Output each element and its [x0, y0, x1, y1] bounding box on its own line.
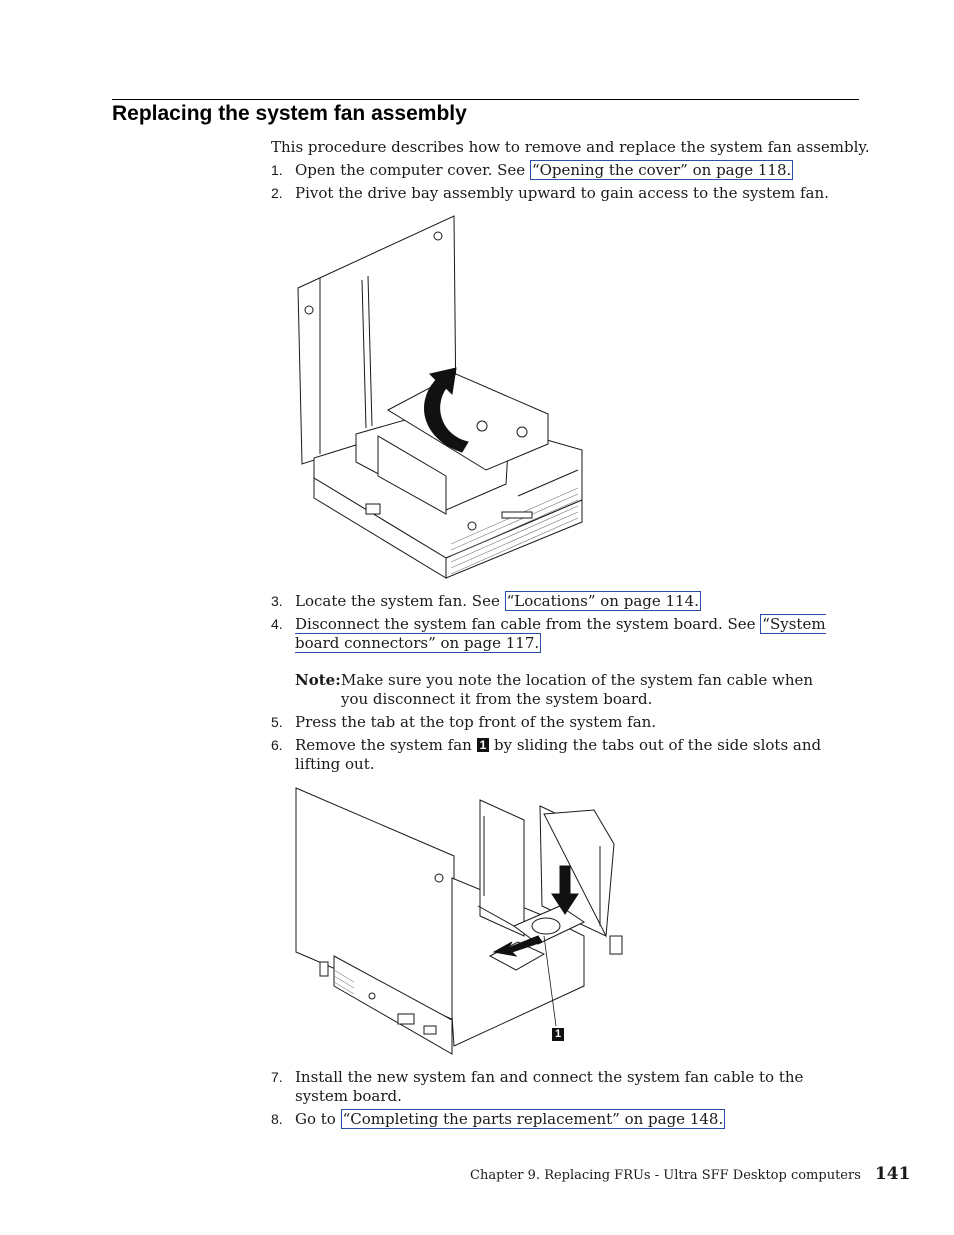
intro-paragraph: This procedure describes how to remove and replace the system fan assembly. [271, 138, 870, 156]
section-rule [112, 99, 859, 100]
step-number: 2. [271, 185, 283, 201]
note-block [295, 671, 835, 709]
step-number: 8. [271, 1111, 283, 1127]
page-footer [470, 1164, 911, 1184]
step-1: 1. Open the computer cover. See “Opening the cover” on page 118. [271, 161, 792, 179]
step-number: 1. [271, 162, 283, 178]
step-2: 2. Pivot the drive bay assembly upward to gain access to the system fan. [271, 184, 829, 202]
step-number: 4. [271, 616, 283, 632]
drive-bay-pivot-illustration [296, 214, 586, 580]
system-fan-removal-illustration [294, 786, 630, 1056]
figure-callout-1: 1 [552, 1028, 564, 1041]
note-label: Note: [295, 671, 341, 689]
section-title: Replacing the system fan assembly [112, 102, 467, 125]
step-6: 6. Remove the system fan 1 by sliding the tabs out of the side slots and lifting out. [271, 736, 822, 773]
xref-locations-link[interactable]: “Locations” on page 114. [506, 592, 699, 610]
step-7: 7. Install the new system fan and connect the system fan cable to the system board. [271, 1068, 804, 1105]
step-4: 4. Disconnect the system fan cable from the system board. See “System board connectors” on page 117. [271, 615, 826, 652]
footer-chapter: Chapter 9. Replacing FRUs - Ultra SFF Desktop computers [470, 1168, 861, 1183]
callout-badge: 1 [477, 738, 490, 752]
step-3: 3. Locate the system fan. See “Locations” on page 114. [271, 592, 699, 610]
step-5: 5. Press the tab at the top front of the system fan. [271, 713, 657, 731]
page-number: 141 [874, 1164, 911, 1184]
xref-opening-cover-link[interactable]: “Opening the cover” on page 118. [531, 161, 792, 179]
step-number: 7. [271, 1069, 283, 1085]
step-8: 8. Go to “Completing the parts replacement” on page 148. [271, 1110, 724, 1128]
note-text: Make sure you note the location of the system fan cable when you disconnect it from the system board. [341, 671, 814, 708]
step-number: 5. [271, 714, 283, 730]
step-number: 6. [271, 737, 283, 753]
xref-system-board-connectors-link[interactable]: “System board connectors” on page 117. [295, 615, 826, 652]
xref-completing-replacement-link[interactable]: “Completing the parts replacement” on page 148. [342, 1110, 724, 1128]
step-number: 3. [271, 593, 283, 609]
